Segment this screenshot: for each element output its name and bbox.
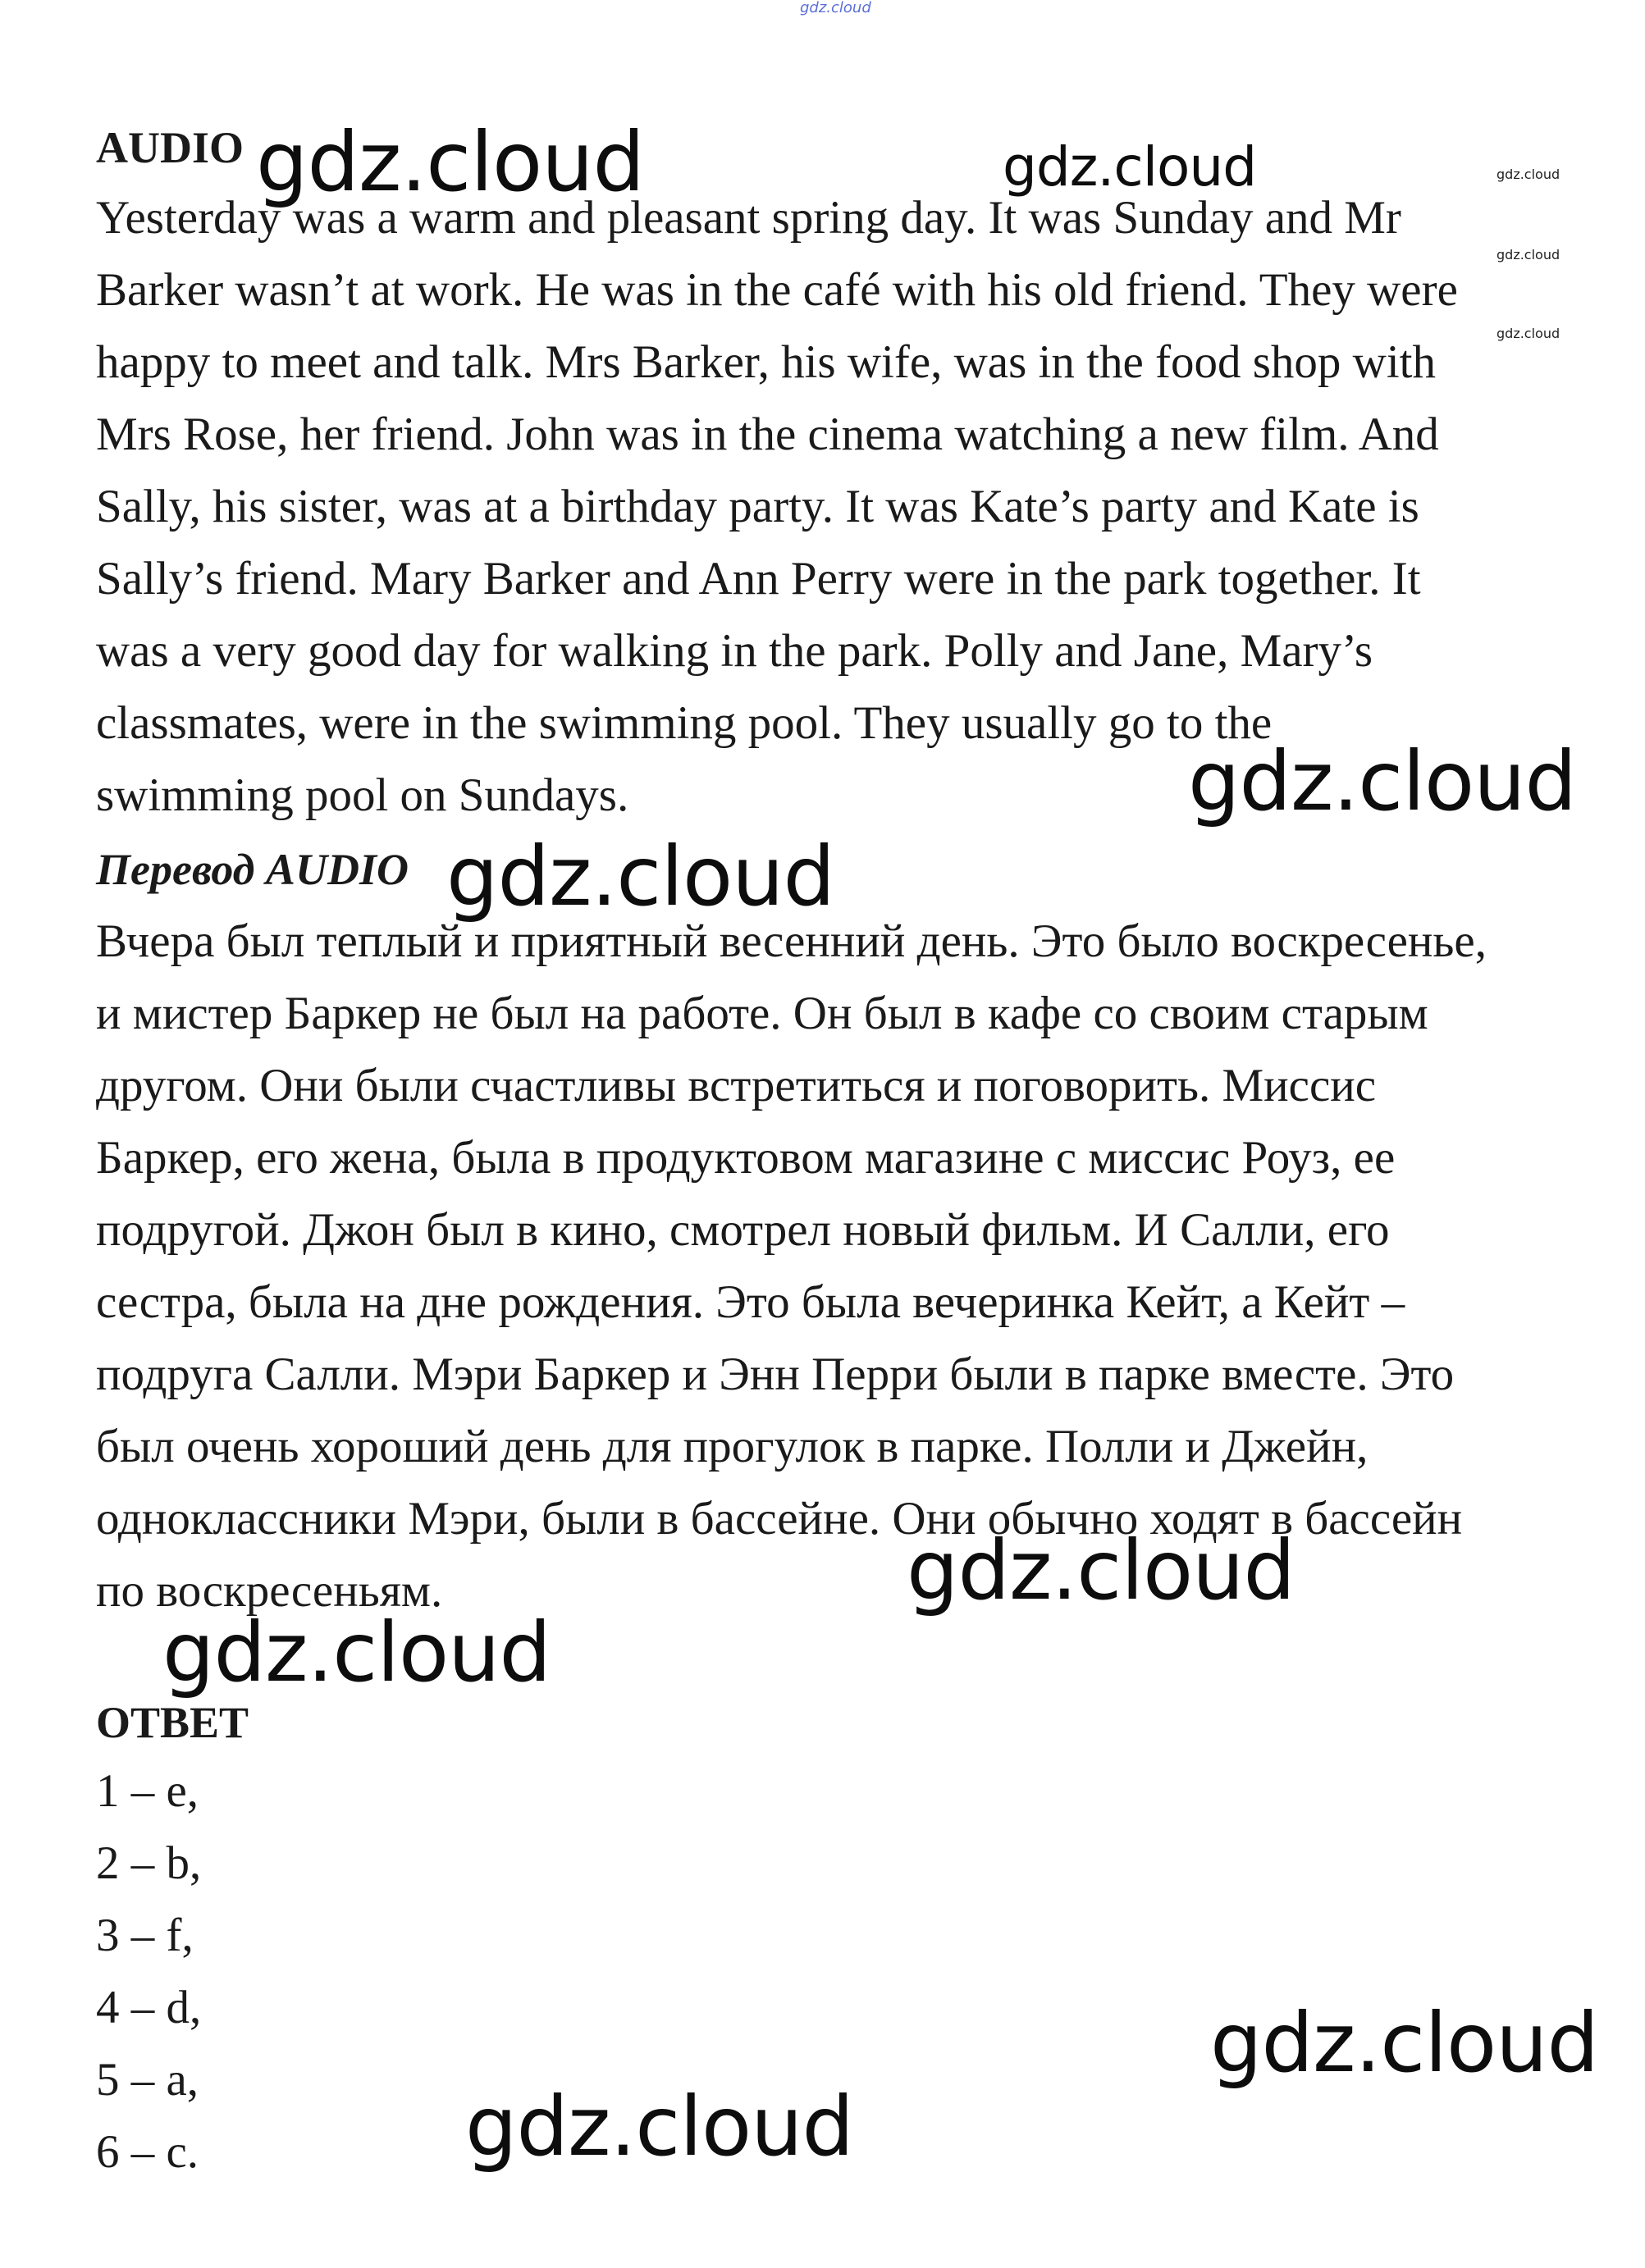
- translation-line: сестра, была на дне рождения. Это была вечеринка Кейт, а Кейт –: [96, 1276, 1405, 1328]
- translation-line: Баркер, его жена, была в продуктовом магазине с миссис Роуз, ее: [96, 1132, 1396, 1184]
- answer-item: 1 – e,: [96, 1765, 199, 1817]
- watermark: gdz.cloud: [907, 1522, 1295, 1618]
- watermark: gdz.cloud: [465, 2079, 854, 2174]
- translation-line: подругой. Джон был в кино, смотрел новый фильм. И Салли, его: [96, 1204, 1390, 1256]
- answer-item: 2 – b,: [96, 1837, 202, 1889]
- audio-line: Sally’s friend. Mary Barker and Ann Perry were in the park together. It: [96, 553, 1421, 605]
- translation-line: одноклассники Мэри, были в бассейне. Они обычно ходят в бассейн: [96, 1493, 1463, 1545]
- watermark: gdz.cloud: [1003, 135, 1257, 199]
- answer-item: 3 – f,: [96, 1910, 194, 1961]
- audio-line: Sally, his sister, was at a birthday party. It was Kate’s party and Kate is: [96, 481, 1419, 532]
- audio-line: Barker wasn’t at work. He was in the café with his old friend. They were: [96, 264, 1458, 316]
- answer-list: [96, 1755, 201, 2188]
- audio-line: happy to meet and talk. Mrs Barker, his wife, was in the food shop with: [96, 336, 1436, 388]
- translation-line: подруга Салли. Мэри Баркер и Энн Перри были в парке вместе. Это: [96, 1348, 1455, 1400]
- watermark: gdz.cloud: [162, 1604, 551, 1700]
- watermark: gdz.cloud: [800, 0, 871, 16]
- translation-line: и мистер Баркер не был на работе. Он был в кафе со своим старым: [96, 988, 1428, 1039]
- watermark: gdz.cloud: [1188, 733, 1577, 829]
- audio-line: was a very good day for walking in the park. Polly and Jane, Mary’s: [96, 625, 1373, 677]
- audio-line: classmates, were in the swimming pool. They usually go to the: [96, 697, 1273, 749]
- audio-heading: AUDIO: [96, 123, 244, 172]
- watermark: gdz.cloud: [1210, 1995, 1599, 2091]
- answer-item: 5 – a,: [96, 2054, 199, 2106]
- watermark: gdz.cloud: [446, 828, 835, 924]
- watermark: gdz.cloud: [1496, 167, 1560, 182]
- answer-heading: ОТВЕТ: [96, 1698, 249, 1747]
- watermark: gdz.cloud: [1496, 247, 1560, 262]
- watermark: gdz.cloud: [1496, 326, 1560, 341]
- audio-line: Yesterday was a warm and pleasant spring day. It was Sunday and Mr: [96, 192, 1401, 244]
- translation-heading: Перевод AUDIO: [96, 845, 409, 894]
- audio-line: swimming pool on Sundays.: [96, 769, 629, 821]
- translation-line: другом. Они были счастливы встретиться и поговорить. Миссис: [96, 1060, 1377, 1111]
- translation-line: был очень хороший день для прогулок в парке. Полли и Джейн,: [96, 1421, 1369, 1472]
- watermark: gdz.cloud: [256, 114, 645, 210]
- answer-item: 4 – d,: [96, 1982, 202, 2033]
- translation-line: по воскресеньям.: [96, 1565, 443, 1617]
- answer-item: 6 – c.: [96, 2126, 199, 2178]
- audio-line: Mrs Rose, her friend. John was in the cinema watching a new film. And: [96, 408, 1439, 460]
- translation-line: Вчера был теплый и приятный весенний день. Это было воскресенье,: [96, 915, 1487, 967]
- translation-text: [96, 906, 1573, 1627]
